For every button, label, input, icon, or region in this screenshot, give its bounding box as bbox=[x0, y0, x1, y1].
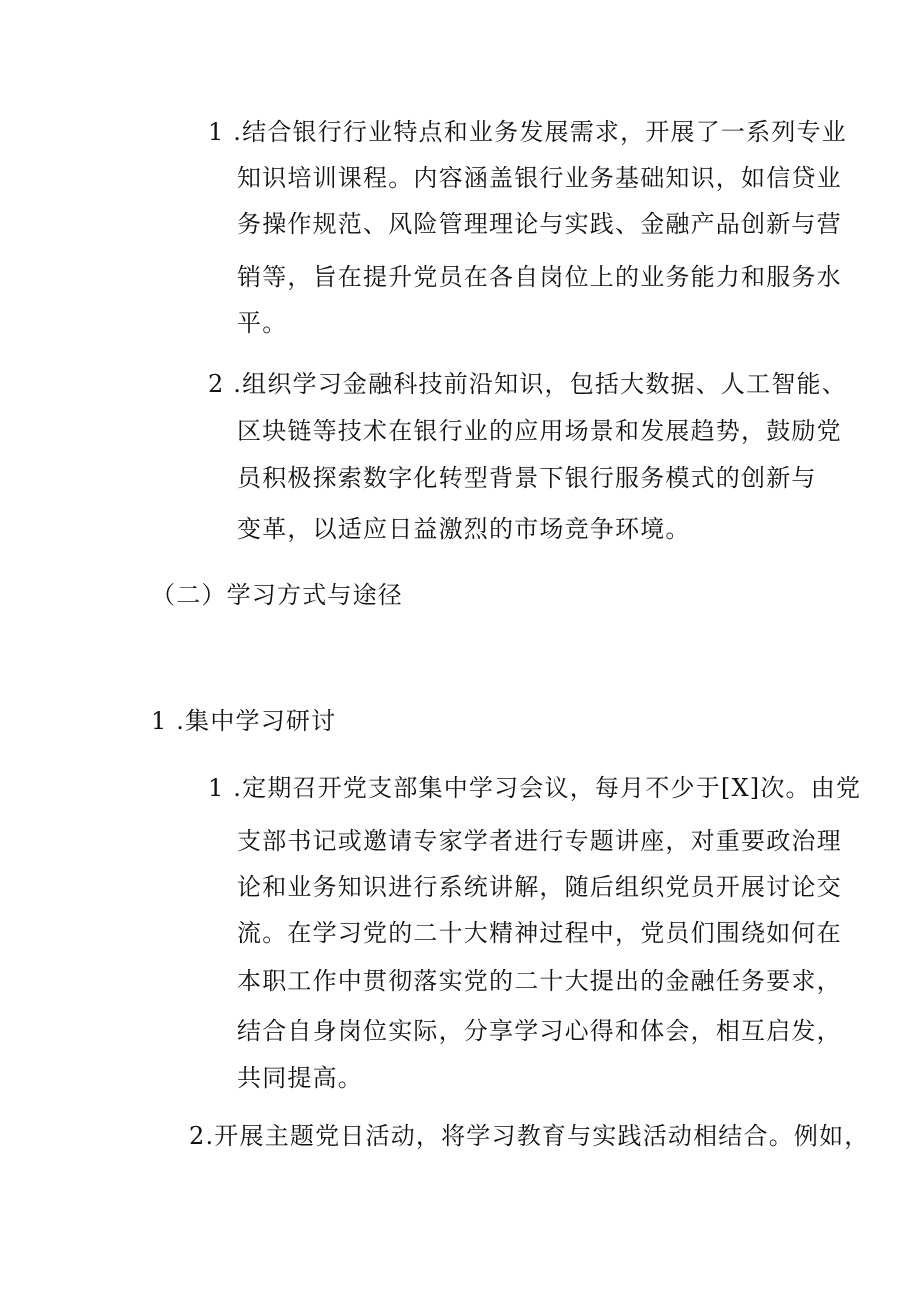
paragraph-line: 论和业务知识进行系统讲解，随后组织党员开展讨论交 bbox=[237, 873, 842, 901]
paragraph-line: 1 .结合银行行业特点和业务发展需求，开展了一系列专业 bbox=[208, 118, 847, 146]
section-heading: （二）学习方式与途径 bbox=[151, 581, 403, 609]
paragraph-line: 务操作规范、风险管理理论与实践、金融产品创新与营 bbox=[237, 210, 842, 238]
paragraph-line: 2 .组织学习金融科技前沿知识，包括大数据、人工智能、 bbox=[208, 370, 847, 398]
paragraph-line: 员积极探索数字化转型背景下银行服务模式的创新与 bbox=[237, 464, 817, 492]
paragraph-line: 2.开展主题党日活动，将学习教育与实践活动相结合。例如， bbox=[189, 1122, 870, 1150]
paragraph-line: 1 .定期召开党支部集中学习会议，每月不少于[X]次。由党 bbox=[208, 774, 862, 802]
subsection-heading: 1 .集中学习研讨 bbox=[151, 707, 337, 735]
paragraph-line: 结合自身岗位实际，分享学习心得和体会，相互启发， bbox=[237, 1017, 842, 1045]
paragraph-line: 本职工作中贯彻落实党的二十大提出的金融任务要求， bbox=[237, 967, 842, 995]
paragraph-line: 区块链等技术在银行业的应用场景和发展趋势，鼓励党 bbox=[237, 417, 842, 445]
paragraph-line: 销等，旨在提升党员在各自岗位上的业务能力和服务水 bbox=[237, 263, 842, 291]
paragraph-line: 共同提高。 bbox=[237, 1064, 363, 1092]
paragraph-line: 支部书记或邀请专家学者进行专题讲座，对重要政治理 bbox=[237, 827, 842, 855]
paragraph-line: 变革，以适应日益激烈的市场竞争环境。 bbox=[237, 515, 691, 543]
paragraph-line: 知识培训课程。内容涵盖银行业务基础知识，如信贷业 bbox=[237, 164, 842, 192]
paragraph-line: 平。 bbox=[237, 309, 288, 337]
paragraph-line: 流。在学习党的二十大精神过程中，党员们围绕如何在 bbox=[237, 919, 842, 947]
